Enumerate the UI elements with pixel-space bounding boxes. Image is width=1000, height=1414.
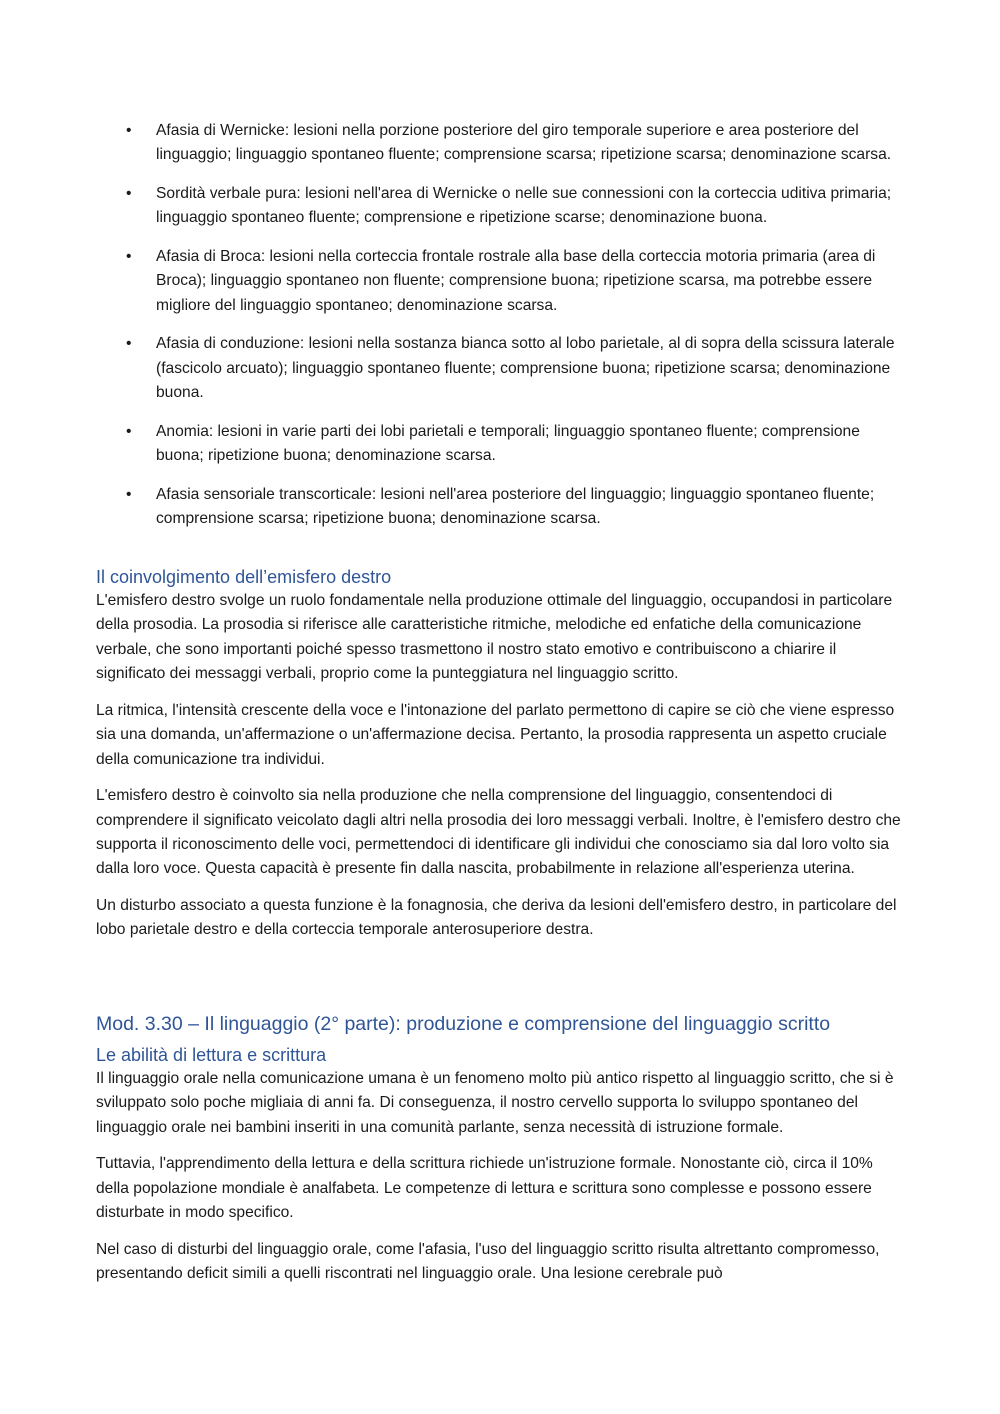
bullet-icon: •: [126, 335, 132, 353]
paragraph: Il linguaggio orale nella comunicazione umana è un fenomeno molto più antico rispetto al linguaggio scritto, che si è sviluppato solo poche migliaia di anni fa. Di conseguenza, il nostro cervello supporta lo sviluppo spontaneo del linguaggio orale nei bambini inseriti in una comunità parlante, senza necessità di istruzione formale.: [96, 1070, 894, 1136]
paragraph: Tuttavia, l'apprendimento della lettura e della scrittura richiede un'istruzione formale. Nonostante ciò, circa il 10% della popolazione mondiale è analfabeta. Le competenze di lettura e scrittura sono complesse e possono essere disturbate in modo specifico.: [96, 1155, 873, 1222]
paragraph: La ritmica, l'intensità crescente della voce e l'intonazione del parlato permettono di capire se ciò che viene espresso sia una domanda, un'affermazione o un'affermazione decisa. Pertanto, la prosodia rappresenta un aspetto cruciale della comunicazione tra individui.: [96, 701, 895, 768]
list-item: • Afasia sensoriale transcorticale: lesioni nell'area posteriore del linguaggio; linguaggio spontaneo fluente; comprensione scarsa; ripetizione buona; denominazione scarsa.: [96, 483, 906, 532]
bullet-icon: •: [126, 422, 132, 440]
paragraph: L'emisfero destro è coinvolto sia nella produzione che nella comprensione del linguaggio, consentendoci di comprendere il significato veicolato dagli altri nella prosodia dei loro messaggi verbali. Inoltre, è l'emisfero destro che supporta il riconoscimento delle voci, permettendoci di identificare gli individui che conosciamo sia dal loro volto sia dalla loro voce. Questa capacità è presente fin dalla nascita, probabilmente in relazione all'esperienza uterina.: [96, 787, 901, 878]
aphasia-list: [96, 119, 906, 546]
paragraph: L'emisfero destro svolge un ruolo fondamentale nella produzione ottimale del linguaggio, occupandosi in particolare della prosodia. La prosodia si riferisce alle caratteristiche ritmiche, melodiche ed enfatiche della comunicazione verbale, che sono importanti poiché spesso trasmettono il nostro stato emotivo e contribuiscono a chiarire il significato dei messaggi verbali, proprio come la punteggiatura nel linguaggio scritto.: [96, 592, 893, 683]
section-heading: Il coinvolgimento dell’emisfero destro: [96, 567, 392, 587]
list-item: • Sordità verbale pura: lesioni nell'area di Wernicke o nelle sue connessioni con la corteccia uditiva primaria; linguaggio spontaneo fluente; comprensione e ripetizione scarse; denominazione buona.: [96, 182, 906, 231]
paragraph: Un disturbo associato a questa funzione è la fonagnosia, che deriva da lesioni dell'emisfero destro, in particolare del lobo parietale destro e della corteccia temporale anterosuperiore destra.: [96, 897, 897, 939]
list-item: • Afasia di Wernicke: lesioni nella porzione posteriore del giro temporale superiore e area posteriore del linguaggio; linguaggio spontaneo fluente; comprensione scarsa; ripetizione scarsa; denominazione scarsa.: [96, 119, 906, 168]
list-item: • Afasia di Broca: lesioni nella corteccia frontale rostrale alla base della corteccia motoria primaria (area di Broca); linguaggio spontaneo non fluente; comprensione buona; ripetizione scarsa, ma potrebbe essere migliore del linguaggio spontaneo; denominazione scarsa.: [96, 245, 906, 318]
list-item: • Afasia di conduzione: lesioni nella sostanza bianca sotto al lobo parietale, al di sopra della scissura laterale (fascicolo arcuato); linguaggio spontaneo fluente; comprensione buona; ripetizione scarsa; denominazione buona.: [96, 332, 906, 405]
bullet-icon: •: [126, 248, 132, 265]
module-title: Mod. 3.30 – Il linguaggio (2° parte): produzione e comprensione del linguaggio scritto: [96, 1013, 831, 1035]
section-heading: Le abilità di lettura e scrittura: [96, 1045, 327, 1065]
list-item: • Anomia: lesioni in varie parti dei lobi parietali e temporali; linguaggio spontaneo fluente; comprensione buona; ripetizione buona; denominazione scarsa.: [96, 420, 906, 469]
bullet-icon: •: [126, 122, 132, 139]
bullet-icon: •: [126, 185, 132, 202]
bullet-icon: •: [126, 485, 132, 503]
right-hemisphere-section: [96, 565, 908, 955]
paragraph: Nel caso di disturbi del linguaggio orale, come l'afasia, l'uso del linguaggio scritto risulta altrettanto compromesso, presentando deficit simili a quelli riscontrati nel linguaggio orale. Una lesione cerebrale può: [96, 1240, 880, 1283]
module-section: [96, 1011, 908, 1299]
